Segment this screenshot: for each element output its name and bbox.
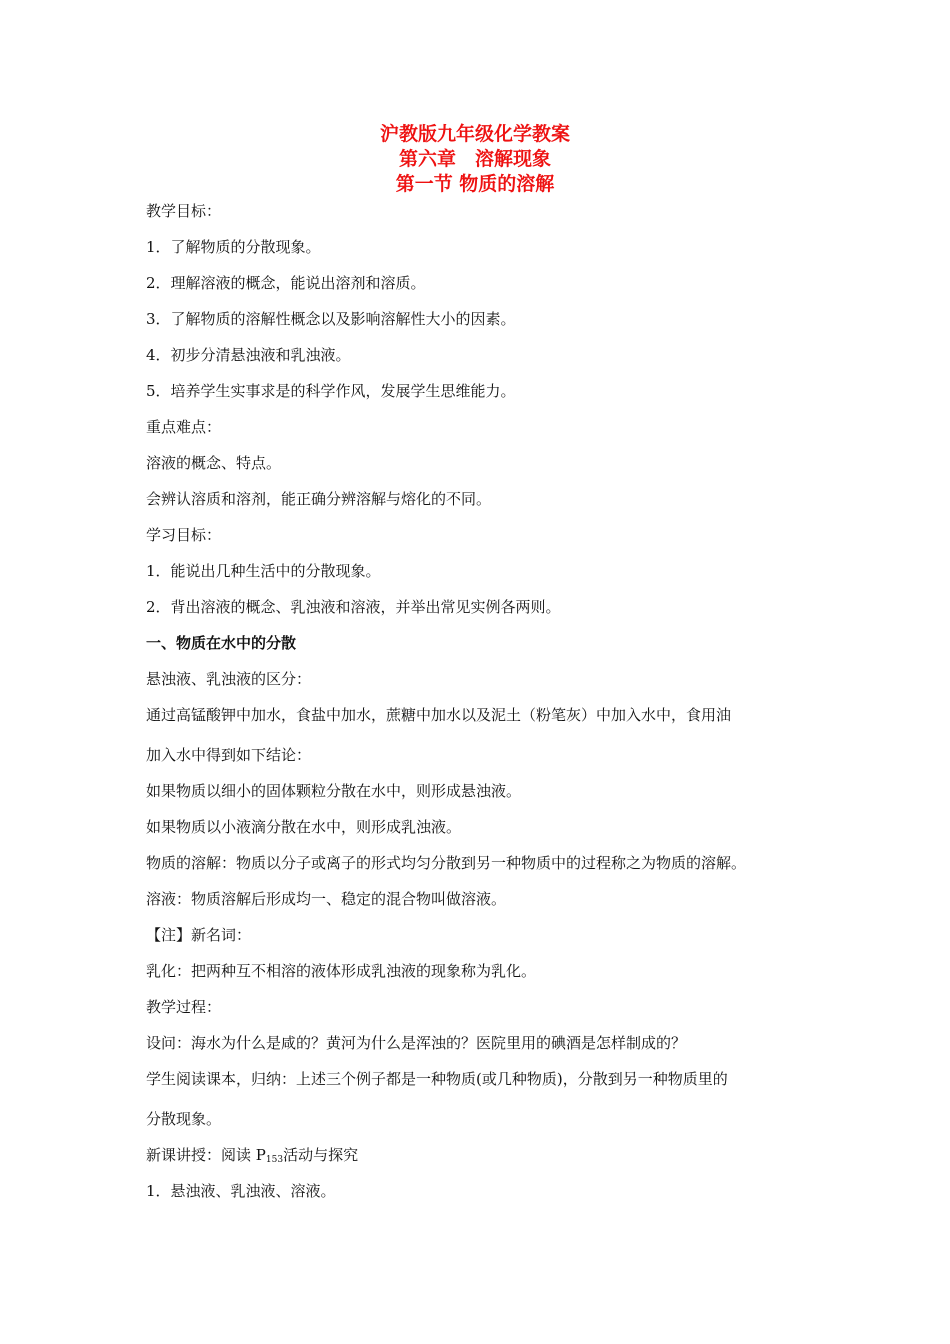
label-teaching-process: 教学过程： <box>146 998 222 1016</box>
title-block <box>0 122 950 197</box>
key-point-item: 溶液的概念、特点。 <box>146 454 282 472</box>
new-lesson-suffix: 活动与探究 <box>283 1146 359 1164</box>
definition-solution: 溶液：物质溶解后形成均一、稳定的混合物叫做溶液。 <box>146 890 507 908</box>
goal-item: 5．培养学生实事求是的科学作风，发展学生思维能力。 <box>146 382 516 400</box>
paragraph-continuation: 加入水中得到如下结论： <box>146 746 312 764</box>
paragraph: 学生阅读课本，归纳：上述三个例子都是一种物质(或几种物质)，分散到另一种物质里的 <box>146 1070 728 1088</box>
learning-goal-item: 1．能说出几种生活中的分散现象。 <box>146 562 381 580</box>
paragraph-continuation: 分散现象。 <box>146 1110 222 1128</box>
goal-item: 2．理解溶液的概念，能说出溶剂和溶质。 <box>146 274 426 292</box>
paragraph: 设问：海水为什么是咸的？黄河为什么是浑浊的？医院里用的碘酒是怎样制成的？ <box>146 1034 687 1052</box>
label-key-points: 重点难点： <box>146 418 222 436</box>
paragraph: 通过高锰酸钾中加水，食盐中加水，蔗糖中加水以及泥土（粉笔灰）中加入水中，食用油 <box>146 706 732 724</box>
document-title: 沪教版九年级化学教案 <box>379 123 570 145</box>
key-point-item: 会辨认溶质和溶剂，能正确分辨溶解与熔化的不同。 <box>146 490 492 508</box>
new-lesson-prefix: 新课讲授：阅读 P <box>146 1146 266 1164</box>
new-lesson-line <box>146 1145 816 1165</box>
chapter-title: 第六章 溶解现象 <box>398 148 551 170</box>
definition-emulsification: 乳化：把两种互不相溶的液体形成乳浊液的现象称为乳化。 <box>146 962 537 980</box>
paragraph: 悬浊液、乳浊液的区分： <box>146 670 312 688</box>
label-teaching-goals: 教学目标： <box>146 202 222 220</box>
goal-item: 4．初步分清悬浊液和乳浊液。 <box>146 346 351 364</box>
list-item: 1．悬浊液、乳浊液、溶液。 <box>146 1182 336 1200</box>
section-heading: 一、物质在水中的分散 <box>146 634 297 652</box>
definition-dissolution: 物质的溶解：物质以分子或离子的形式均匀分散到另一种物质中的过程称之为物质的溶解。 <box>146 854 747 872</box>
paragraph: 如果物质以细小的固体颗粒分散在水中，则形成悬浊液。 <box>146 782 522 800</box>
goal-item: 1．了解物质的分散现象。 <box>146 238 321 256</box>
paragraph: 如果物质以小液滴分散在水中，则形成乳浊液。 <box>146 818 462 836</box>
learning-goal-item: 2．背出溶液的概念、乳浊液和溶液，并举出常见实例各两则。 <box>146 598 561 616</box>
label-learning-goals: 学习目标： <box>146 526 222 544</box>
note-label: 【注】新名词： <box>146 926 252 944</box>
document-body <box>146 201 816 1217</box>
section-title: 第一节 物质的溶解 <box>395 173 555 195</box>
goal-item: 3．了解物质的溶解性概念以及影响溶解性大小的因素。 <box>146 310 516 328</box>
page-number-subscript: 153 <box>265 1155 284 1165</box>
